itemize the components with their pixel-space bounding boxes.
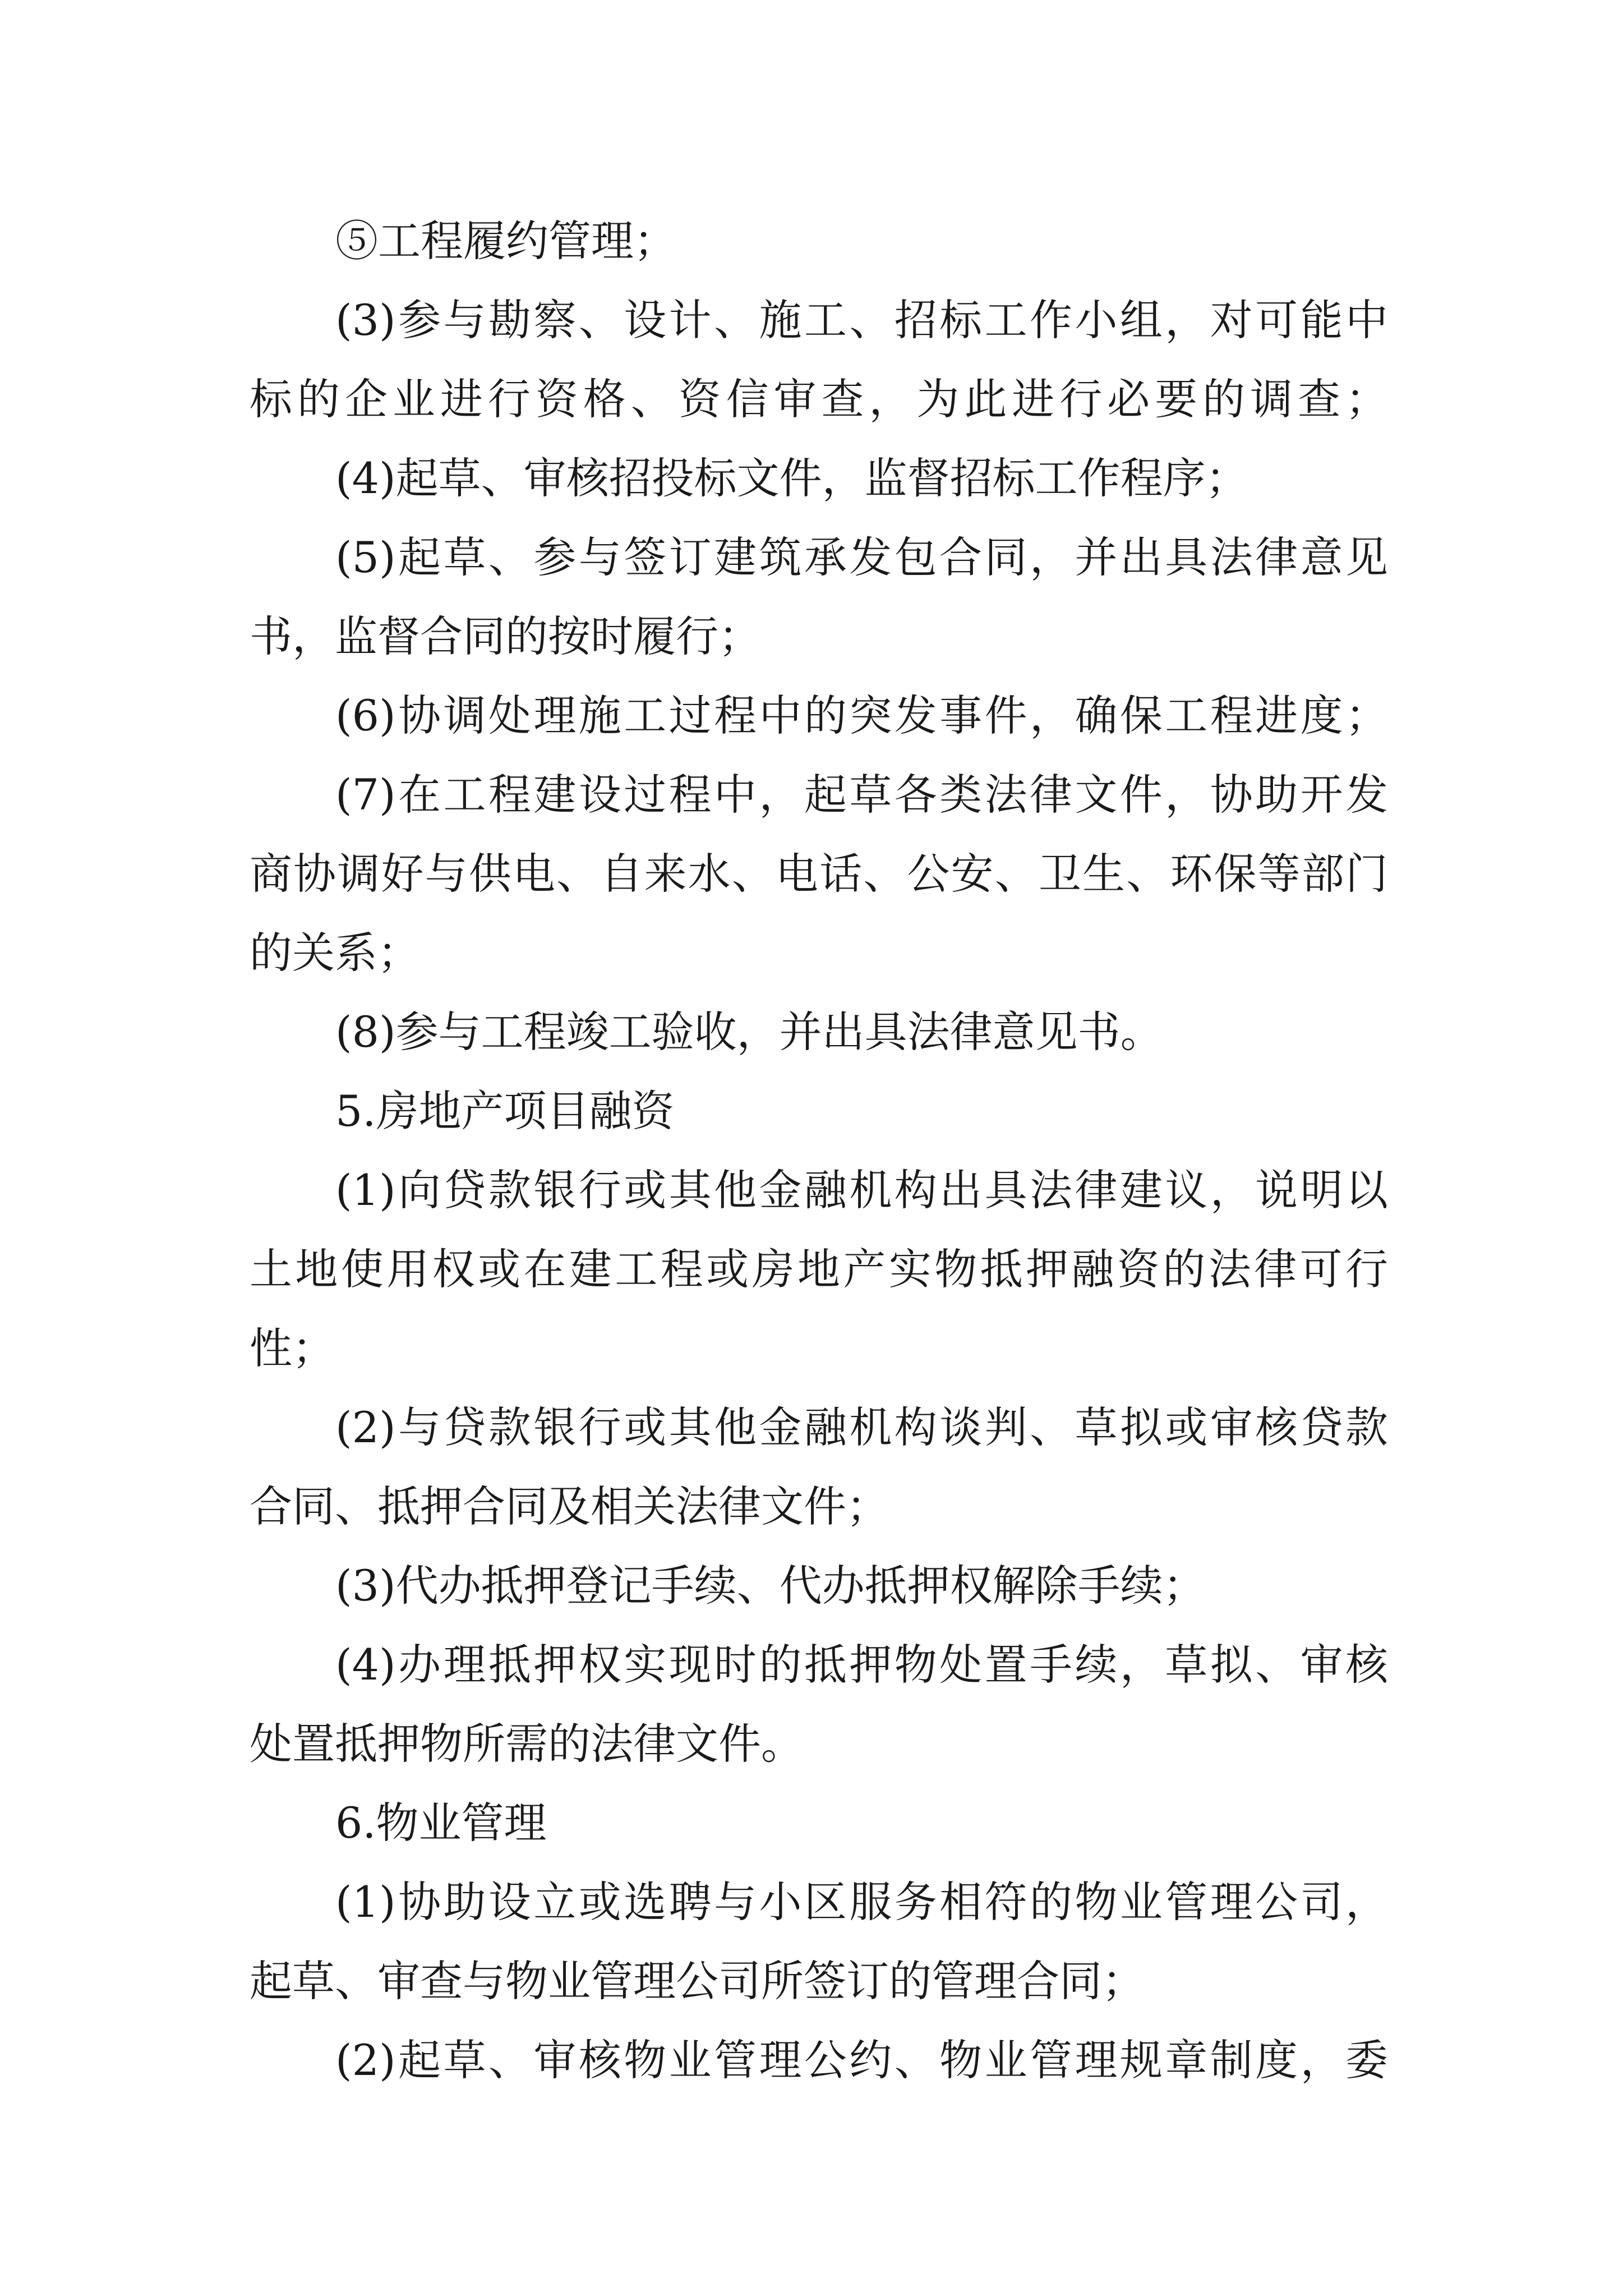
- text-line: 合同、抵押合同及相关法律文件；: [250, 1481, 889, 1531]
- text-line: 商协调好与供电、自来水、电话、公安、卫生、环保等部门: [250, 849, 1388, 899]
- text-line: (6)协调处理施工过程中的突发事件，确保工程进度；: [335, 691, 1388, 740]
- text-line: 处置抵押物所需的法律文件。: [250, 1719, 804, 1769]
- text-line: 标的企业进行资格、资信审查，为此进行必要的调查；: [250, 374, 1388, 424]
- text-line: (3)参与勘察、设计、施工、招标工作小组，对可能中: [335, 295, 1388, 345]
- text-line: (5)起草、参与签订建筑承发包合同，并出具法律意见: [335, 532, 1388, 582]
- text-line: (1)协助设立或选聘与小区服务相符的物业管理公司，: [335, 1877, 1388, 1927]
- text-line: (2)起草、审核物业管理公约、物业管理规章制度，委: [335, 2035, 1388, 2085]
- text-line: 起草、审查与物业管理公司所签订的管理合同；: [250, 1956, 1145, 2006]
- text-line: (4)起草、审核招投标文件，监督招标工作程序；: [335, 453, 1248, 503]
- text-line: (8)参与工程竣工验收，并出具法律意见书。: [335, 1007, 1163, 1057]
- section-heading: 6.物业管理: [335, 1798, 547, 1848]
- text-line: (7)在工程建设过程中，起草各类法律文件，协助开发: [335, 770, 1388, 820]
- text-line: 书，监督合同的按时履行；: [250, 611, 761, 661]
- text-line: 的关系；: [250, 928, 420, 978]
- section-heading: 5.房地产项目融资: [335, 1086, 675, 1136]
- text-line: 性；: [250, 1323, 335, 1373]
- text-line: (4)办理抵押权实现时的抵押物处置手续，草拟、审核: [335, 1640, 1388, 1690]
- text-line: 土地使用权或在建工程或房地产实物抵押融资的法律可行: [250, 1244, 1388, 1294]
- text-line: ⑤工程履约管理；: [335, 216, 676, 266]
- text-line: (1)向贷款银行或其他金融机构出具法律建议，说明以: [335, 1165, 1388, 1215]
- text-line: (3)代办抵押登记手续、代办抵押权解除手续；: [335, 1561, 1206, 1611]
- text-line: (2)与贷款银行或其他金融机构谈判、草拟或审核贷款: [335, 1402, 1388, 1452]
